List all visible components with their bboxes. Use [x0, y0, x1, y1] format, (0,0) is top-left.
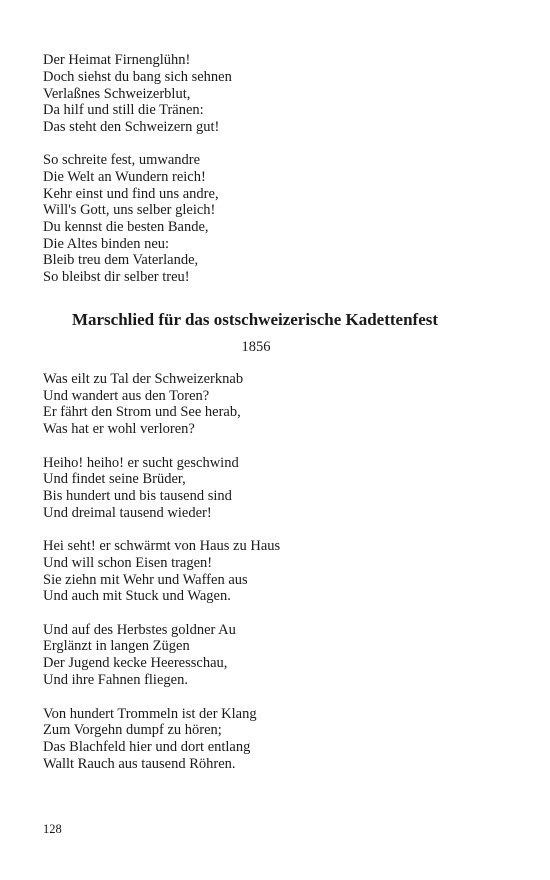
- page-number: 128: [43, 822, 62, 836]
- verse-line: Bis hundert und bis tausend sind: [43, 488, 232, 504]
- verse-line: Und auf des Herbstes goldner Au: [43, 622, 236, 638]
- verse-line: Und findet seine Brüder,: [43, 471, 186, 487]
- verse-line: Und ihre Fahnen fliegen.: [43, 672, 188, 688]
- verse-line: Und will schon Eisen tragen!: [43, 555, 213, 571]
- verse-line: Die Welt an Wundern reich!: [43, 169, 206, 185]
- verse-line: Das steht den Schweizern gut!: [43, 119, 220, 135]
- poem-year: 1856: [241, 339, 271, 355]
- verse-line: Der Jugend kecke Heeresschau,: [43, 655, 228, 671]
- verse-line: Und auch mit Stuck und Wagen.: [43, 588, 231, 604]
- verse-line: Das Blachfeld hier und dort entlang: [43, 739, 251, 755]
- verse-line: So schreite fest, umwandre: [43, 152, 201, 168]
- verse-line: So bleibst dir selber treu!: [43, 269, 190, 285]
- verse-line: Sie ziehn mit Wehr und Waffen aus: [43, 572, 248, 588]
- verse-line: Zum Vorgehn dumpf zu hören;: [43, 722, 222, 738]
- verse-line: Will's Gott, uns selber gleich!: [43, 202, 216, 218]
- verse-line: Hei seht! er schwärmt von Haus zu Haus: [43, 538, 281, 554]
- verse-line: Bleib treu dem Vaterlande,: [43, 252, 199, 268]
- verse-line: Erglänzt in langen Zügen: [43, 638, 190, 654]
- verse-line: Und wandert aus den Toren?: [43, 388, 210, 404]
- verse-line: Du kennst die besten Bande,: [43, 219, 209, 235]
- verse-line: Verlaßnes Schweizerblut,: [43, 86, 191, 102]
- verse-line: Heiho! heiho! er sucht geschwind: [43, 455, 239, 471]
- verse-line: Was eilt zu Tal der Schweizerknab: [43, 371, 244, 387]
- verse-line: Wallt Rauch aus tausend Röhren.: [43, 756, 236, 772]
- verse-line: Der Heimat Firnenglühn!: [43, 52, 191, 68]
- verse-line: Was hat er wohl verloren?: [43, 421, 195, 437]
- verse-line: Da hilf und still die Tränen:: [43, 102, 204, 118]
- verse-line: Von hundert Trommeln ist der Klang: [43, 706, 257, 722]
- verse-line: Kehr einst und find uns andre,: [43, 186, 219, 202]
- verse-line: Und dreimal tausend wieder!: [43, 505, 212, 521]
- verse-line: Die Altes binden neu:: [43, 236, 170, 252]
- verse-line: Doch siehst du bang sich sehnen: [43, 69, 232, 85]
- poem-title: Marschlied für das ostschweizerische Kadettenfest: [71, 310, 439, 329]
- verse-line: Er fährt den Strom und See herab,: [43, 404, 241, 420]
